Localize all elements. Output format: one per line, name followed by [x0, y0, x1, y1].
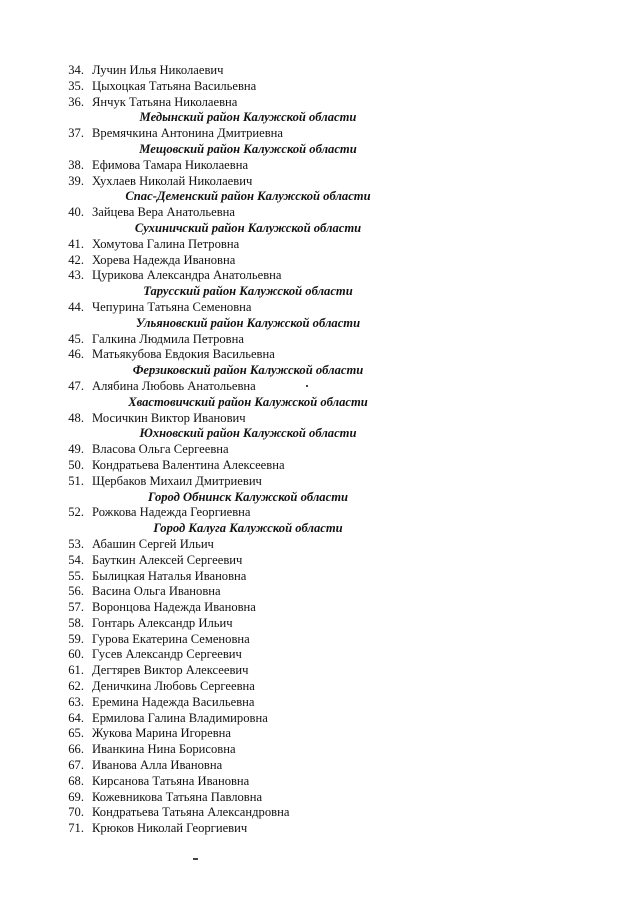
list-item-number: 63.	[68, 694, 84, 709]
district-heading	[0, 316, 460, 332]
district-heading-text: Спас-Деменский район Калужской области	[125, 189, 371, 204]
district-heading	[0, 521, 460, 537]
list-item-name: Мосичкин Виктор Иванович	[92, 410, 246, 425]
list-item	[0, 821, 640, 837]
district-heading	[0, 426, 460, 442]
list-item	[0, 553, 640, 569]
list-item-number: 38.	[68, 157, 84, 172]
list-item	[0, 174, 640, 190]
list-item-number: 68.	[68, 773, 84, 788]
list-item-number: 57.	[68, 600, 84, 615]
list-item	[0, 237, 640, 253]
list-item-name: Чепурина Татьяна Семеновна	[92, 299, 252, 314]
list-item-number: 65.	[68, 726, 84, 741]
list-item-number: 67.	[68, 758, 84, 773]
list-item-number: 66.	[68, 742, 84, 757]
district-heading	[0, 189, 460, 205]
district-heading-text: Ульяновский район Калужской области	[135, 315, 361, 330]
list-item-number: 59.	[68, 631, 84, 646]
district-heading-text: Юхновский район Калужской области	[139, 426, 357, 441]
list-item-name: Хухлаев Николай Николаевич	[92, 173, 253, 188]
list-item	[0, 711, 640, 727]
list-item-number: 55.	[68, 568, 84, 583]
list-item	[0, 758, 640, 774]
list-item	[0, 79, 640, 95]
list-item-name: Кондратьева Татьяна Александровна	[92, 805, 290, 820]
list-item-name: Дегтярев Виктор Алексеевич	[92, 663, 249, 678]
list-item-name: Еремина Надежда Васильевна	[92, 694, 255, 709]
list-item-number: 44.	[68, 299, 84, 314]
list-item-number: 54.	[68, 552, 84, 567]
list-item-number: 56.	[68, 584, 84, 599]
list-item-name: Иванова Алла Ивановна	[92, 758, 223, 773]
district-heading	[0, 395, 460, 411]
list-item	[0, 790, 640, 806]
list-item-number: 58.	[68, 615, 84, 630]
district-heading	[0, 490, 460, 506]
list-item-name: Былицкая Наталья Ивановна	[92, 568, 247, 583]
list-item-number: 60.	[68, 647, 84, 662]
list-item-number: 49.	[68, 442, 84, 457]
list-item-name: Алябина Любовь Анатольевна	[92, 378, 256, 393]
list-item-number: 40.	[68, 205, 84, 220]
list-item	[0, 726, 640, 742]
list-item-name: Ермилова Галина Владимировна	[92, 710, 268, 725]
list-item	[0, 300, 640, 316]
list-item	[0, 332, 640, 348]
list-item-name: Кожевникова Татьяна Павловна	[92, 789, 263, 804]
district-heading	[0, 110, 460, 126]
list-item	[0, 647, 640, 663]
list-item-name: Времячкина Антонина Дмитриевна	[92, 126, 284, 141]
list-item-name: Хорева Надежда Ивановна	[92, 252, 236, 267]
list-item-name: Ефимова Тамара Николаевна	[92, 157, 249, 172]
list-item-number: 50.	[68, 457, 84, 472]
list-item	[0, 458, 640, 474]
list-item-number: 39.	[68, 173, 84, 188]
list-item	[0, 774, 640, 790]
list-item-name: Деничкина Любовь Сергеевна	[92, 679, 255, 694]
list-item-number: 47.	[68, 378, 84, 393]
district-heading-text: Хвастовичский район Калужской области	[128, 394, 368, 409]
district-heading-text: Тарусский район Калужской области	[143, 284, 353, 299]
list-item	[0, 695, 640, 711]
list-item-number: 61.	[68, 663, 84, 678]
list-item-name: Цурикова Александра Анатольевна	[92, 268, 282, 283]
list-item-name: Матьякубова Евдокия Васильевна	[92, 347, 275, 362]
scan-speck	[193, 858, 198, 860]
list-item-number: 64.	[68, 710, 84, 725]
district-heading-text: Медынский район Калужской области	[139, 110, 357, 125]
list-item-name: Хомутова Галина Петровна	[92, 236, 240, 251]
list-item-name: Власова Ольга Сергеевна	[92, 442, 229, 457]
list-item	[0, 442, 640, 458]
list-item	[0, 632, 640, 648]
district-heading	[0, 363, 460, 379]
list-item	[0, 537, 640, 553]
list-item	[0, 205, 640, 221]
list-item-name: Щербаков Михаил Дмитриевич	[92, 473, 262, 488]
district-heading-text: Сухиничский район Калужской области	[134, 220, 362, 235]
list-item-name: Кондратьева Валентина Алексеевна	[92, 457, 285, 472]
list-item-number: 71.	[68, 821, 84, 836]
list-item-number: 34.	[68, 63, 84, 77]
list-item	[0, 584, 640, 600]
district-heading	[0, 142, 460, 158]
list-item-name: Цыхоцкая Татьяна Васильевна	[92, 78, 257, 93]
list-item-name: Крюков Николай Георгиевич	[92, 821, 248, 836]
district-heading	[0, 284, 460, 300]
list-item	[0, 411, 640, 427]
list-item-name: Бауткин Алексей Сергеевич	[92, 552, 243, 567]
list-item-number: 53.	[68, 536, 84, 551]
list-item-number: 51.	[68, 473, 84, 488]
list-item	[0, 569, 640, 585]
list-item-name: Гонтарь Александр Ильич	[92, 615, 233, 630]
list-item	[0, 679, 640, 695]
list-item-name: Янчук Татьяна Николаевна	[92, 94, 238, 109]
list-item-number: 52.	[68, 505, 84, 520]
district-heading-text: Город Обнинск Калужской области	[147, 489, 348, 504]
list-item	[0, 379, 640, 395]
list-item-number: 37.	[68, 126, 84, 141]
list-item-name: Иванкина Нина Борисовна	[92, 742, 236, 757]
list-item	[0, 95, 640, 111]
list-item-number: 69.	[68, 789, 84, 804]
list-item-number: 35.	[68, 78, 84, 93]
list-item-number: 36.	[68, 94, 84, 109]
list-item-name: Галкина Людмила Петровна	[92, 331, 244, 346]
list-item	[0, 253, 640, 269]
list-item-number: 62.	[68, 679, 84, 694]
list-item-name: Лучин Илья Николаевич	[92, 63, 224, 77]
list-item	[0, 742, 640, 758]
district-heading-text: Город Калуга Калужской области	[153, 521, 343, 536]
list-item-number: 43.	[68, 268, 84, 283]
list-item-name: Зайцева Вера Анатольевна	[92, 205, 235, 220]
list-item-name: Васина Ольга Ивановна	[92, 584, 221, 599]
list-item	[0, 63, 640, 79]
list-item	[0, 268, 640, 284]
list-item	[0, 663, 640, 679]
list-item-number: 42.	[68, 252, 84, 267]
list-item-number: 41.	[68, 236, 84, 251]
list-item-number: 48.	[68, 410, 84, 425]
list-item-name: Абашин Сергей Ильич	[92, 536, 214, 551]
list-item-name: Рожкова Надежда Георгиевна	[92, 505, 251, 520]
list-item-number: 46.	[68, 347, 84, 362]
scan-speck	[306, 385, 308, 387]
list-item-number: 70.	[68, 805, 84, 820]
list-item-name: Жукова Марина Игоревна	[92, 726, 231, 741]
district-heading-text: Мещовский район Калужской области	[139, 141, 357, 156]
list-item-number: 45.	[68, 331, 84, 346]
list-item	[0, 474, 640, 490]
list-item	[0, 347, 640, 363]
document-page	[0, 63, 640, 837]
list-item-name: Воронцова Надежда Ивановна	[92, 600, 256, 615]
list-item-name: Кирсанова Татьяна Ивановна	[92, 773, 250, 788]
district-heading	[0, 221, 460, 237]
district-heading-text: Ферзиковский район Калужской области	[132, 363, 364, 378]
list-item-name: Гусев Александр Сергеевич	[92, 647, 242, 662]
list-item	[0, 805, 640, 821]
list-item	[0, 505, 640, 521]
list-item	[0, 158, 640, 174]
list-item	[0, 600, 640, 616]
list-item-name: Гурова Екатерина Семеновна	[92, 631, 250, 646]
list-item	[0, 126, 640, 142]
list-item	[0, 616, 640, 632]
